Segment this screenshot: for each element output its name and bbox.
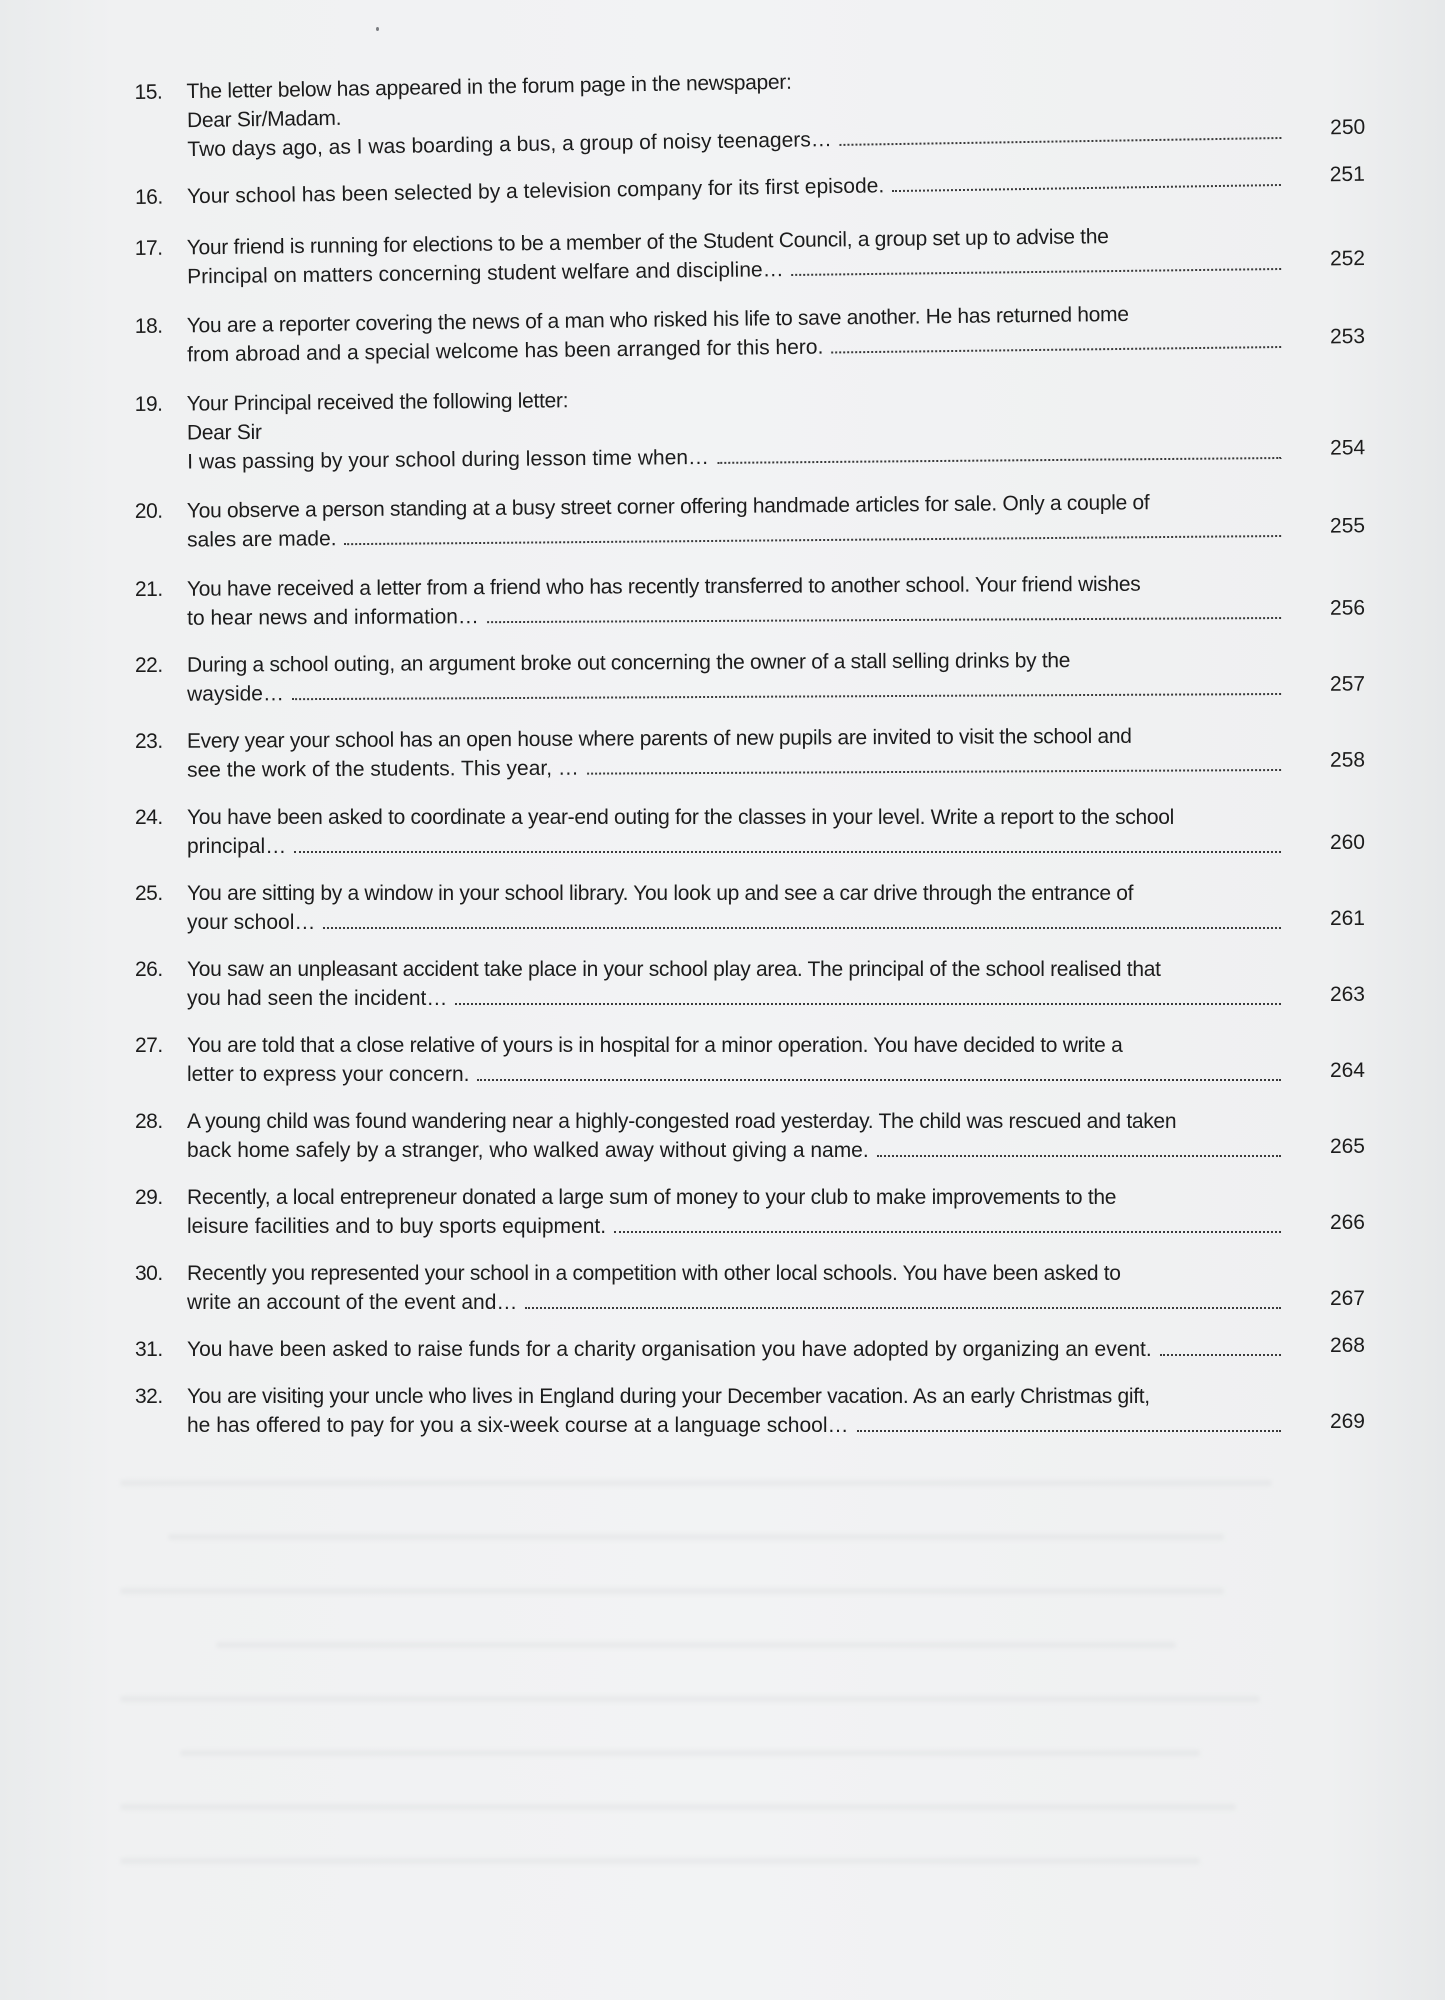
dot-leader [877, 1154, 1281, 1157]
toc-entry[interactable] [135, 645, 1365, 709]
entry-number: 16. [134, 185, 163, 209]
bleed-through-text [120, 1480, 1320, 1920]
entry-number: 32. [135, 1385, 163, 1408]
page-number: 256 [1329, 596, 1366, 620]
page-number: 253 [1329, 324, 1366, 349]
dot-leader [857, 1429, 1281, 1432]
entry-text: Every year your school has an open house where parents of new pupils are invited to visit the school and see the work of the students. This year, … 258 [186, 724, 1366, 782]
entry-text: You are a reporter covering the news of a man who risked his life to save another. He has returned home from abroad and a special welcome has been arranged for this hero. 253 [186, 302, 1366, 367]
toc-entry[interactable] [135, 955, 1365, 1013]
entry-number: 15. [134, 80, 163, 105]
dot-leader [455, 1002, 1281, 1005]
entry-text: You have been asked to coordinate a year-end outing for the classes in your level. Write a report to the school principal… 260 [187, 806, 1365, 858]
entry-text: You are told that a close relative of yours is in hospital for a minor operation. You have decided to write a letter to express your concern. 264 [187, 1034, 1365, 1086]
toc-entry[interactable] [135, 1107, 1365, 1165]
page-number: 251 [1329, 162, 1365, 187]
page-number: 258 [1329, 748, 1366, 772]
entry-text: During a school outing, an argument broke out concerning the owner of a stall selling drinks by the wayside… 257 [186, 649, 1366, 706]
entry-text: Your friend is running for elections to be a member of the Student Council, a group set up to advise the Principal on matters concerning student welfare and discipline… 252 [186, 225, 1366, 289]
dot-leader [831, 345, 1281, 353]
page-number: 263 [1329, 983, 1365, 1006]
page-number: 266 [1329, 1211, 1365, 1234]
page-number: 257 [1329, 672, 1366, 696]
scan-speck [376, 27, 379, 31]
entry-number: 27. [135, 1034, 163, 1057]
entry-text: You observe a person standing at a busy street corner offering handmade articles for sale. Only a couple of sales are made. 255 [186, 491, 1366, 552]
toc-entry[interactable] [135, 219, 1366, 292]
dot-leader [487, 616, 1281, 623]
entry-number: 21. [134, 577, 163, 602]
dot-leader [1160, 1353, 1281, 1356]
toc-entry[interactable] [135, 879, 1365, 937]
toc-entry[interactable] [135, 164, 1365, 212]
dot-leader [323, 926, 1281, 929]
entry-number: 31. [135, 1338, 163, 1361]
entry-number: 23. [134, 729, 163, 754]
page-number: 268 [1329, 1334, 1365, 1357]
toc-entry[interactable] [135, 803, 1365, 861]
page-number: 255 [1329, 514, 1366, 538]
entry-number: 30. [135, 1262, 163, 1285]
entry-text: You are visiting your uncle who lives in England during your December vacation. As an early Christmas gift, he has offered to pay for you a six-week course at a language school… 269 [187, 1385, 1365, 1437]
entry-number: 25. [135, 882, 163, 905]
dot-leader [477, 1078, 1281, 1081]
toc-entry[interactable] [135, 569, 1365, 633]
entry-text: A young child was found wandering near a highly-congested road yesterday. The child was rescued and taken back home safely by a stranger, who walked away without giving a name. 265 [187, 1110, 1365, 1162]
dot-leader [892, 183, 1281, 192]
toc-entry[interactable] [135, 1382, 1365, 1440]
dot-leader [792, 267, 1282, 276]
entry-text: Your Principal received the following letter: Dear Sir I was passing by your school during lesson time when… 254 [186, 389, 1366, 474]
entry-text: Recently you represented your school in a competition with other local schools. You have been asked to write an account of the event and… 267 [187, 1262, 1365, 1314]
entry-text: Recently, a local entrepreneur donated a large sum of money to your club to make improvements to the leisure facilities and to buy sports equipment. 266 [187, 1186, 1365, 1238]
entry-text: Your school has been selected by a television company for its first episode. 251 [187, 164, 1365, 211]
entry-number: 20. [134, 499, 163, 524]
toc-entry[interactable] [135, 297, 1366, 370]
entry-number: 24. [135, 806, 163, 829]
toc-entry[interactable] [135, 486, 1365, 555]
table-of-contents [134, 70, 1366, 1440]
entry-number: 18. [134, 314, 163, 339]
page-number: 267 [1329, 1287, 1365, 1310]
page-number: 250 [1330, 115, 1366, 140]
page-number: 265 [1329, 1135, 1365, 1158]
entry-text: You have been asked to raise funds for a charity organisation you have adopted by organizing an event. 268 [187, 1335, 1365, 1364]
entry-number: 29. [135, 1186, 163, 1209]
toc-entry[interactable] [135, 721, 1365, 785]
toc-entry[interactable] [134, 59, 1365, 165]
entry-text: The letter below has appeared in the forum page in the newspaper: Dear Sir/Madam. Two days ago, as I was boarding a bus, a group of noisy teenagers… 250 [186, 70, 1366, 162]
dot-leader [717, 456, 1281, 464]
dot-leader [614, 1230, 1281, 1233]
page-number: 261 [1329, 907, 1365, 930]
dot-leader [292, 692, 1281, 700]
dot-leader [840, 136, 1282, 146]
entry-text: You are sitting by a window in your school library. You look up and see a car drive through the entrance of your school… 261 [187, 882, 1365, 934]
entry-text: You saw an unpleasant accident take place in your school play area. The principal of the school realised that you had seen the incident… 263 [187, 958, 1365, 1010]
toc-entry[interactable] [135, 1183, 1365, 1241]
entry-number: 19. [134, 392, 163, 417]
page-number: 252 [1329, 246, 1366, 271]
page-number: 260 [1329, 831, 1365, 854]
dot-leader [345, 534, 1282, 545]
page-number: 264 [1329, 1059, 1365, 1082]
toc-entry[interactable] [135, 379, 1366, 477]
toc-entry[interactable] [135, 1031, 1365, 1089]
entry-text: You have received a letter from a friend who has recently transferred to another school. Your friend wishes to hear news and information… 256 [186, 572, 1366, 630]
entry-number: 22. [134, 653, 163, 678]
page-number: 269 [1329, 1410, 1365, 1433]
toc-entry[interactable] [135, 1335, 1365, 1364]
page-number: 254 [1330, 436, 1366, 460]
entry-number: 28. [135, 1110, 163, 1133]
entry-number: 26. [135, 958, 163, 981]
entry-number: 17. [134, 236, 163, 261]
toc-entry[interactable] [135, 1259, 1365, 1317]
dot-leader [294, 850, 1281, 853]
dot-leader [587, 768, 1281, 775]
dot-leader [525, 1306, 1281, 1309]
